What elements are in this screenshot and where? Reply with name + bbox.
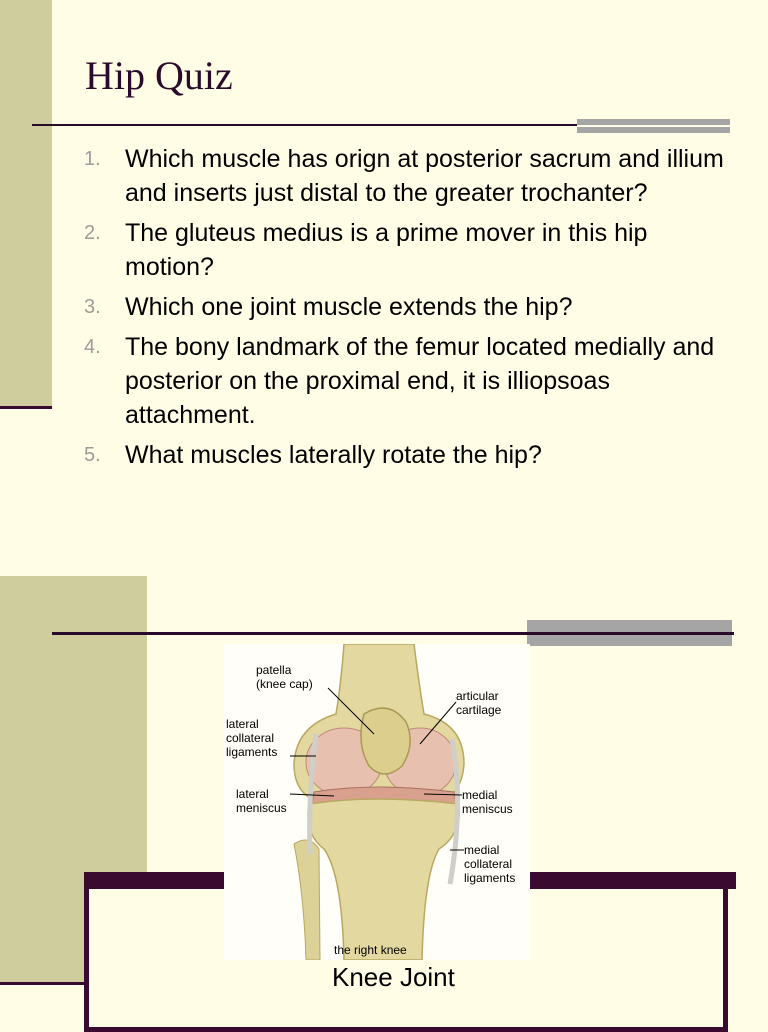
question-text: What muscles laterally rotate the hip? bbox=[125, 441, 542, 469]
label-medial-meniscus-1: medial bbox=[462, 788, 498, 802]
question-text: Which muscle has orign at posterior sacrum and illium and inserts just distal to the greater trochanter? bbox=[125, 145, 724, 207]
label-patella: patella bbox=[256, 663, 292, 677]
list-item bbox=[84, 438, 734, 472]
question-text: The gluteus medius is a prime mover in this hip motion? bbox=[125, 219, 648, 281]
accent-bar-foot bbox=[0, 406, 52, 409]
item-number: 1. bbox=[84, 148, 101, 170]
question-text: The bony landmark of the femur located medially and posterior on the proximal end, it is illiopsoas attachment. bbox=[125, 333, 715, 429]
item-number: 3. bbox=[84, 296, 101, 318]
gray-band-line bbox=[577, 125, 730, 127]
list-item bbox=[84, 290, 734, 324]
label-lateral-meniscus-2: meniscus bbox=[236, 801, 287, 815]
patella-bone bbox=[361, 708, 410, 774]
list-item bbox=[84, 330, 734, 432]
label-ligaments: ligaments bbox=[226, 745, 278, 759]
label-right-knee: the right knee bbox=[334, 943, 407, 957]
label-lateral: lateral bbox=[226, 717, 259, 731]
label-knee-cap: (knee cap) bbox=[256, 677, 313, 691]
label-medial-collateral-1: medial bbox=[464, 843, 500, 857]
page-title: Hip Quiz bbox=[85, 53, 233, 98]
question-text: Which one joint muscle extends the hip? bbox=[125, 293, 573, 321]
slide-knee-joint bbox=[0, 576, 768, 1024]
accent-bar-foot bbox=[0, 982, 84, 985]
item-number: 4. bbox=[84, 336, 101, 358]
tibia-bone bbox=[308, 799, 459, 960]
label-cartilage: cartilage bbox=[456, 703, 502, 717]
knee-joint-figure bbox=[224, 644, 530, 960]
quiz-list bbox=[84, 142, 734, 478]
label-medial-meniscus-2: meniscus bbox=[462, 802, 513, 816]
label-medial-collateral-2: collateral bbox=[464, 857, 513, 871]
label-collateral: collateral bbox=[226, 731, 275, 745]
figure-caption: Knee Joint bbox=[332, 962, 455, 992]
item-number: 2. bbox=[84, 222, 101, 244]
label-articular: articular bbox=[456, 689, 499, 703]
fibula-bone bbox=[294, 840, 320, 960]
label-medial-collateral-3: ligaments bbox=[464, 871, 516, 885]
item-number: 5. bbox=[84, 444, 101, 466]
knee-illustration bbox=[224, 644, 530, 960]
accent-bar bbox=[0, 0, 52, 408]
list-item bbox=[84, 142, 734, 210]
gray-band-line bbox=[527, 632, 732, 635]
list-item bbox=[84, 216, 734, 284]
label-lateral-meniscus-1: lateral bbox=[236, 787, 269, 801]
